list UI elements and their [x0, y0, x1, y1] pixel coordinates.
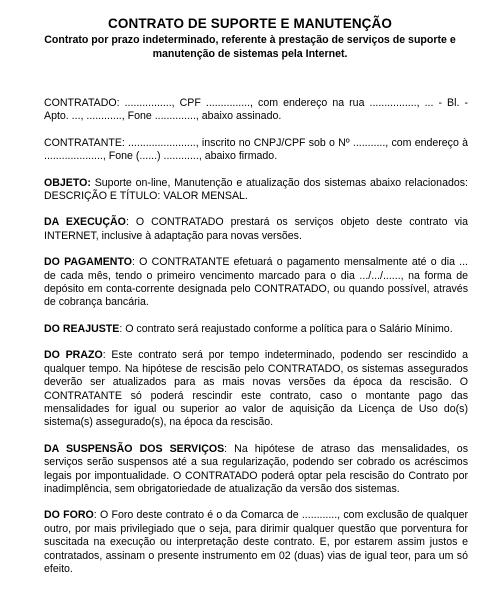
paragraph-text: Suporte on-line, Manutenção e atualização dos sistemas abaixo relacionados: DESCRIÇÃO E TÍTULO: VALOR MENSAL.	[44, 176, 468, 203]
paragraph-text: : O contrato será reajustado conforme a política para o Salário Mínimo.	[119, 322, 453, 335]
paragraph-text: : O CONTRATADO prestará os serviços objeto deste contrato via INTERNET, inclusive à adaptação para novas versões.	[44, 216, 468, 242]
paragraph-text: : O Foro deste contrato é o da Comarca de ............, com exclusão de qualquer outro, por mais privilegiado que o seja, para dirimir qualquer questão que porventura for suscitada na execução ou interpretação deste contrato. E, por estarem assim justos e contratados, assinam o presente instrumento em 02 (duas) vias de igual teor, para um só efeito.	[44, 509, 469, 575]
paragraph-text: CONTRATADO: ................, CPF ..............., com endereço na rua ................, ... - Bl. - Apto. ..., ............, Fone .............., abaixo assinado.	[44, 97, 468, 123]
section-label: DA SUSPENSÃO DOS SERVIÇOS	[44, 442, 225, 455]
document-title: CONTRATO DE SUPORTE E MANUTENÇÃO	[108, 16, 392, 31]
section-label: DO REAJUSTE	[44, 322, 120, 335]
section-label: DO FORO	[44, 509, 94, 522]
section-label: DO PRAZO	[44, 349, 103, 362]
paragraph-contratado	[44, 97, 468, 124]
paragraph-prazo	[44, 349, 468, 429]
paragraph-text: : O CONTRATANTE efetuará o pagamento mensalmente até o dia ... de cada mês, tendo o primeiro vencimento marcado para o dia .../.../......, na forma de depósito em conta-corrente designada pelo CONTRATADO, ou quando possível, através de cobrança bancária.	[44, 256, 469, 309]
document-body	[44, 97, 468, 589]
paragraph-text: : Este contrato será por tempo indeterminado, podendo ser rescindido a qualquer tempo. Na hipótese de rescisão pelo CONTRATADO, os sistemas assegurados deverão ser atualizados para as mais novas versões da época da rescisão. O CONTRATANTE só poderá rescindir este contrato, caso o montante pago das mensalidades for igual ou superior ao valor de aquisição da Licença de Uso do(s) sistema(s) assegurado(s), na época da rescisão.	[44, 349, 468, 429]
section-label: DO PAGAMENTO	[44, 256, 132, 269]
paragraph-text: CONTRATANTE: ......................., inscrito no CNPJ/CPF sob o Nº ..........., com endereço à ...................., Fone (......) ............, abaixo firmado.	[44, 136, 468, 163]
paragraph-pagamento	[44, 256, 468, 310]
paragraph-suspensao	[44, 443, 468, 497]
paragraph-objeto	[44, 177, 468, 204]
document-subtitle: Contrato por prazo indeterminado, referente à prestação de serviços de suporte e manutenção de sistemas pela Internet.	[44, 34, 456, 60]
paragraph-foro	[44, 509, 468, 576]
paragraph-reajuste	[44, 323, 468, 336]
paragraph-execucao	[44, 216, 468, 243]
section-label: OBJETO:	[44, 176, 91, 189]
section-label: DA EXECUÇÃO	[44, 216, 126, 229]
paragraph-text: : Na hipótese de atraso das mensalidades, os serviços serão suspensos até a sua regularização, podendo ser cobrado os acréscimos legais por impontualidade. O CONTRATADO poderá optar pela rescisão do Contrato por inadimplência, sem obrigatoriedade de atualização da versão dos sistemas.	[44, 442, 468, 495]
paragraph-contratante	[44, 137, 468, 164]
